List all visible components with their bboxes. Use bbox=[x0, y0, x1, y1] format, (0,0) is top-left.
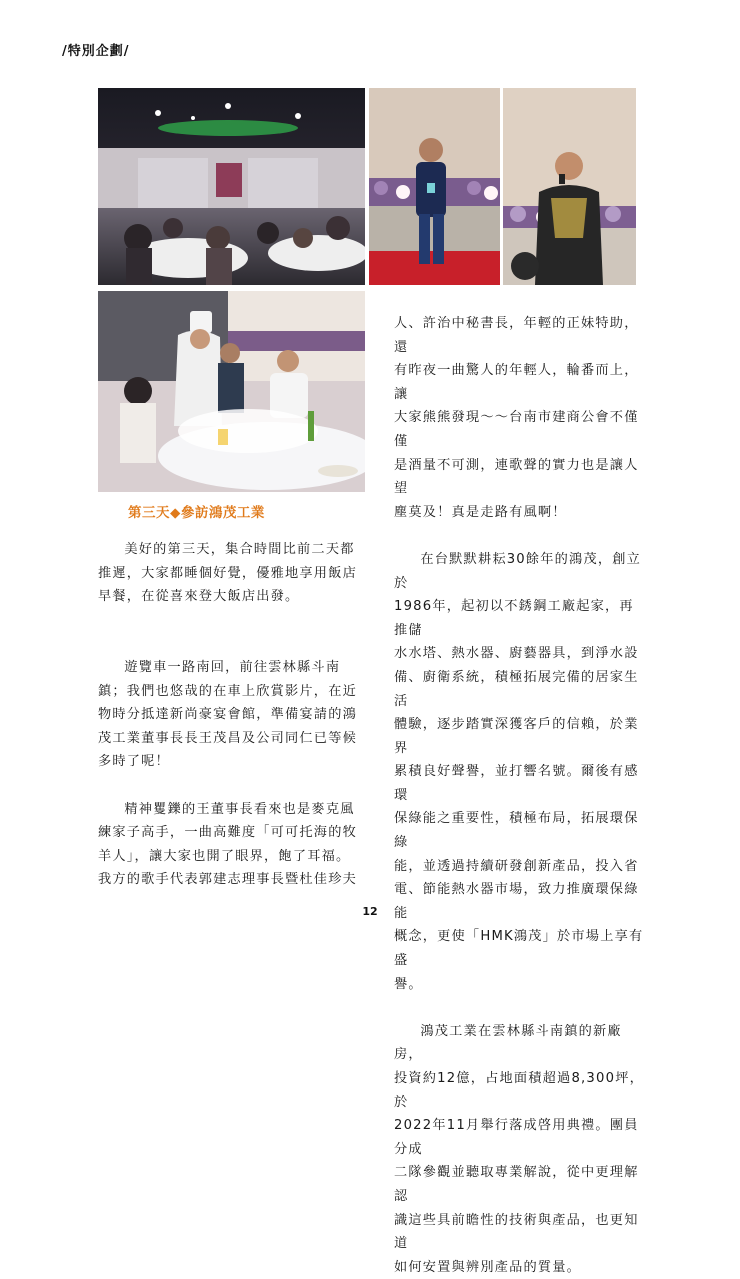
right-text-column bbox=[394, 312, 644, 1279]
singer-on-stage-photo bbox=[503, 88, 636, 285]
banquet-hall-image bbox=[98, 88, 365, 285]
left-text-column bbox=[98, 538, 363, 892]
paragraph: 鴻茂工業在雲林縣斗南鎮的新廠房， 投資約12億，占地面積超過8,300坪，於 2022年11月舉行落成啓用典禮。團員分成 二隊參觀並聽取專業解說，從中更理解認 識這些具前瞻性的技術與產品，也更知道 如何安置與辨別產品的質量。 bbox=[394, 1023, 644, 1275]
paragraph: 精神矍鑠的王董事長看來也是麥克風 練家子高手，一曲高難度「可可托海的牧 羊人」，讓大家也開了眼界，飽了耳福。 我方的歌手代表郭建志理事長暨杜佳珍夫 bbox=[98, 801, 357, 888]
banquet-hall-photo bbox=[98, 88, 365, 285]
paragraph: 遊覽車一路南回，前往雲林縣斗南 鎮；我們也悠哉的在車上欣賞影片，在近 物時分抵達新尚豪宴會館，準備宴請的鴻 茂工業董事長長王茂昌及公司同仁已等候 多時了呢！ bbox=[98, 659, 357, 770]
paragraph: 人、許治中秘書長，年輕的正妹特助，還 有昨夜一曲驚人的年輕人，輪番而上，讓 大家熊熊發現～～台南市建商公會不僅僅 是酒量不可測，連歌聲的實力也是讓人望 塵莫及！真是走路有風啊！ bbox=[394, 316, 639, 520]
speaker-image bbox=[369, 88, 500, 285]
paragraph: 在台默默耕耘30餘年的鴻茂，創立於 1986年，起初以不銹鋼工廠起家，再推儲 水水塔、熱水器、廚藝器具，到淨水設 備、廚衛系統，積極拓展完備的居家生活 體驗，逐步踏實深獲客戶的信賴，於業界 累積良好聲譽，並打響名號。爾後有感環 保綠能之重要性，積極布局，拓展環保綠 能，並透過持續研發創新產品，投入省 電、節能熱水器市場，致力推廣環保綠能 概念，更使「HMK鴻茂」於市場上享有盛 譽。 bbox=[394, 551, 644, 992]
speaker-on-stage-photo bbox=[369, 88, 500, 285]
paragraph: 美好的第三天，集合時間比前二天都 推遲，大家都睡個好覺，優雅地享用飯店 早餐，在從喜來登大飯店出發。 bbox=[98, 542, 357, 605]
singer-image bbox=[503, 88, 636, 285]
chef-table-photo bbox=[98, 291, 365, 492]
chef-dry-ice-image bbox=[98, 291, 365, 492]
section-heading: 第三天◆參訪鴻茂工業 bbox=[128, 505, 265, 521]
section-tag: /特別企劃/ bbox=[62, 44, 130, 59]
page-number: 12 bbox=[362, 905, 378, 918]
